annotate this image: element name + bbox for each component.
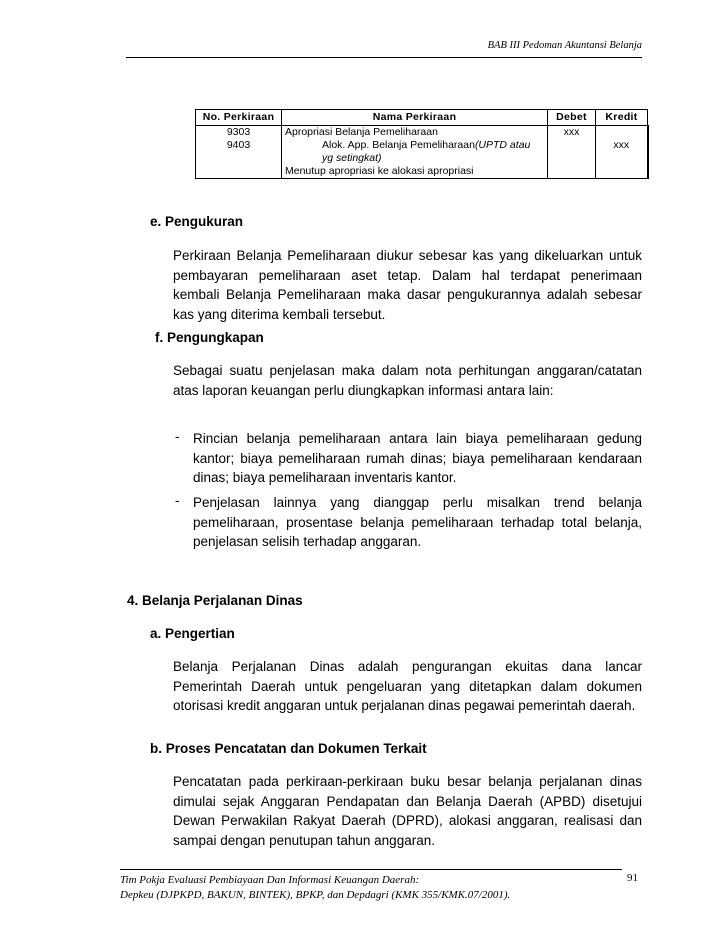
bullet-marker: -: [175, 429, 180, 444]
table-row: [196, 139, 648, 165]
account-number: [196, 165, 282, 179]
column-header: Debet: [548, 110, 596, 126]
account-name: [282, 139, 548, 165]
paragraph-proses-pencatatan: Pencatatan pada perkiraan-perkiraan buku besar belanja perjalanan dinas dimulai sejak Anggaran Pendapatan dan Belanja Daerah (APBD) disetujui Dewan Perwakilan Rakyat Daerah (DPRD), alokasi anggaran, realisasi dan sampai dengan penutupan tahun anggaran.: [173, 774, 642, 848]
table-header-row: [196, 110, 648, 126]
credit-value: [596, 165, 648, 179]
page-header-title: BAB III Pedoman Akuntansi Belanja: [487, 40, 642, 51]
account-name: Apropriasi Belanja Pemeliharaan: [282, 126, 548, 140]
column-header: Nama Perkiraan: [282, 110, 548, 126]
page-number: 91: [627, 872, 638, 884]
journal-entry-table: [195, 109, 649, 179]
section-heading-belanja-perjalanan-dinas: 4. Belanja Perjalanan Dinas: [127, 593, 303, 608]
account-name-note: (UPTD atau yg setingkat): [322, 139, 531, 164]
account-number: 9303: [196, 126, 282, 140]
bullet-item: Rincian belanja pemeliharaan antara lain biaya pemeliharaan gedung kantor; biaya pemeliharaan rumah dinas; biaya pemeliharaan kendaraan dinas; biaya pemeliharaan inventaris kantor.: [193, 431, 642, 485]
subsection-heading-proses-pencatatan: b. Proses Pencatatan dan Dokumen Terkait: [150, 741, 427, 756]
subsection-heading-pengertian: a. Pengertian: [150, 626, 235, 641]
account-name-text: Alok. App. Belanja Pemeliharaan: [322, 139, 475, 151]
footer-line-2: Depkeu (DJPKPD, BAKUN, BINTEK), BPKP, dan Depdagri (KMK 355/KMK.07/2001).: [120, 889, 511, 901]
footer-line-1: Tim Pokja Evaluasi Pembiayaan Dan Informasi Keuangan Daerah:: [120, 874, 420, 886]
debit-value: [548, 139, 596, 165]
column-header: Kredit: [596, 110, 648, 126]
credit-value: xxx: [596, 139, 648, 165]
header-divider: [126, 57, 642, 58]
paragraph-pengertian: Belanja Perjalanan Dinas adalah pengurangan ekuitas dana lancar Pemerintah Daerah untuk pengeluaran yang ditetapkan dalam dokumen otorisasi kredit anggaran untuk perjalanan dinas pegawai pemerintah daerah.: [173, 659, 642, 713]
paragraph-pengukuran: Perkiraan Belanja Pemeliharaan diukur sebesar kas yang dikeluarkan untuk pembayaran pemeliharaan aset tetap. Dalam hal terdapat penerimaan kembali Belanja Pemeliharaan maka dasar pengukurannya adalah sebesar kas yang diterima kembali tersebut.: [173, 248, 642, 322]
footer-divider: [120, 869, 622, 870]
table-row: [196, 165, 648, 179]
section-heading-pengungkapan: f. Pengungkapan: [155, 330, 264, 345]
credit-value: [596, 126, 648, 140]
table-row: [196, 126, 648, 140]
account-number: 9403: [196, 139, 282, 165]
debit-value: xxx: [548, 126, 596, 140]
paragraph-pengungkapan: Sebagai suatu penjelasan maka dalam nota perhitungan anggaran/catatan atas laporan keuangan perlu diungkapkan informasi antara lain:: [173, 363, 642, 398]
debit-value: [548, 165, 596, 179]
bullet-item: Penjelasan lainnya yang dianggap perlu misalkan trend belanja pemeliharaan, prosentase belanja pemeliharaan terhadap total belanja, penjelasan selisih terhadap anggaran.: [193, 495, 642, 549]
column-header: No. Perkiraan: [196, 110, 282, 126]
section-heading-pengukuran: e. Pengukuran: [150, 214, 244, 229]
entry-description: Menutup apropriasi ke alokasi apropriasi: [282, 165, 548, 179]
bullet-marker: -: [175, 493, 180, 508]
